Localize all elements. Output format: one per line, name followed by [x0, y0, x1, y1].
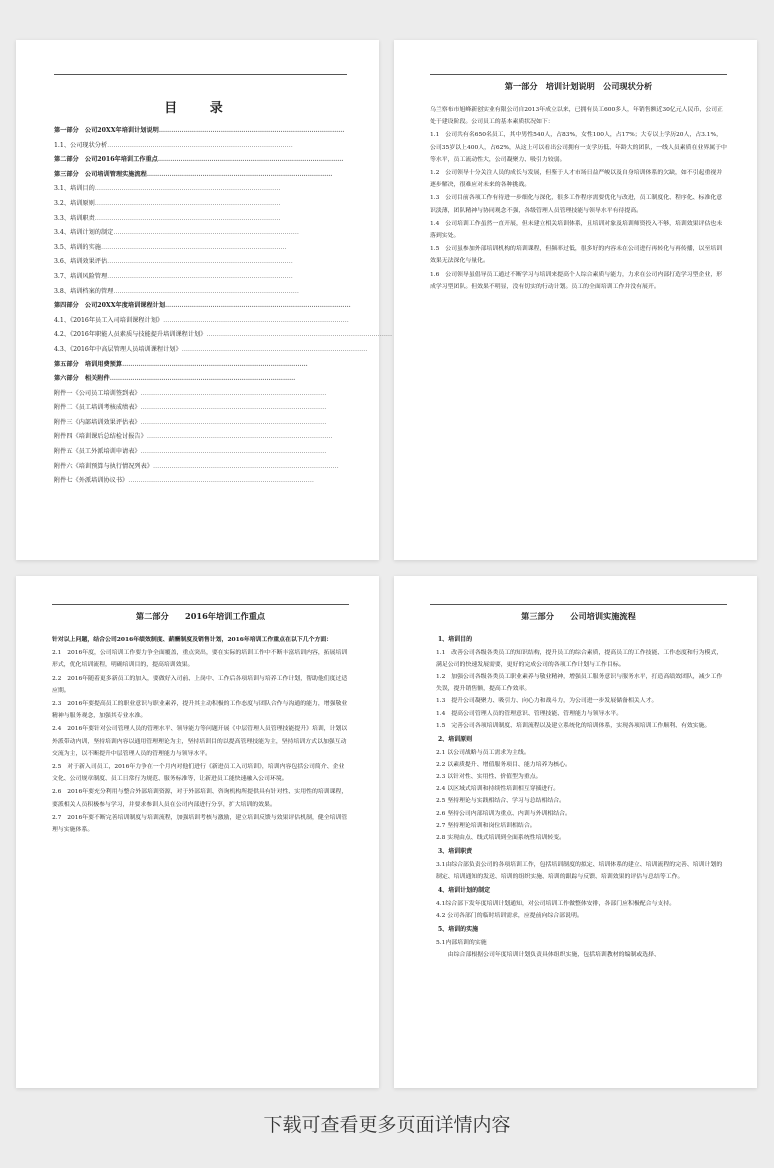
- toc-entry: [54, 299, 351, 314]
- toc-leader-dots: ………………………………………………………………………………: [140, 389, 327, 397]
- toc-leader-dots: ………………………………………………………………………………: [107, 141, 293, 149]
- section-item: 4.1综合部下发年度培训计划通知，对公司培训工作做整体安排，各部门应积极配合与支持。: [436, 900, 676, 907]
- toc-leader-dots: ………………………………………………………………………………: [122, 360, 308, 368]
- section-item: 1.1 改善公司各级各类员工的知识结构，提升员工的综合素质，提高员工的工作技能、工作态度和行为模式，满足公司的快速发展需要，更好的完成公司的各项工作计划与工作目标。: [436, 649, 723, 668]
- toc-leader-dots: ………………………………………………………………………………: [158, 127, 345, 134]
- page-heading: 第三部分 公司培训实施流程: [521, 611, 636, 621]
- section-item: 2.8 实现由点、线式培训到全面系统性培训转变。: [436, 835, 566, 842]
- top-rule: [430, 74, 727, 75]
- section-item: 2.4 以区域式培训和持续性培训相互穿插进行。: [436, 786, 560, 793]
- section-item: 2.6 坚持公司内部培训为重点、内训与外训相结合。: [436, 810, 571, 817]
- section-title: 5、培训的实施: [438, 926, 479, 934]
- page-body: [52, 647, 349, 836]
- toc-entry: [54, 124, 347, 139]
- toc-leader-dots: ………………………………………………………………………………: [113, 229, 299, 237]
- toc-leader-dots: ………………………………………………………………………………: [140, 448, 327, 456]
- paragraph: 1.2 公司领导十分关注人员的成长与发展，但鉴于人才市场日益严峻以及自身培训体系的欠缺，如不引起重视并逐步解决，很难应对未来的各种挑战。: [430, 170, 723, 189]
- toc-entry: [54, 182, 347, 197]
- top-rule: [430, 604, 727, 605]
- toc-leader-dots: ………………………………………………………………………………: [113, 287, 299, 295]
- toc-leader-dots: ………………………………………………………………………………: [153, 462, 339, 470]
- top-rule: [54, 74, 347, 75]
- toc-leader-dots: ………………………………………………………………………………: [107, 258, 293, 266]
- page-part-three: [394, 576, 757, 1088]
- toc-entry: [54, 153, 347, 168]
- paragraph: 乌兰察布市旭峰新创实业有限公司自2013年成立以来，已拥有员工600多人，年销售额近30亿元人民币，公司正处于建设阶段。公司员工的基本素质状况如下：: [430, 107, 723, 126]
- toc-entry-text: 3.6、培训效果评估: [54, 258, 108, 266]
- section-item: 1.4 提高公司管理人员的管理意识、管理技能、管理能力与领导水平。: [436, 710, 623, 717]
- toc-entry: [54, 241, 347, 256]
- toc-entry-text: 1.1、公司现状分析: [54, 141, 108, 149]
- toc-entry-text: 4.2、《2016年职能人员素质与技能提升培训课程计划》: [54, 331, 207, 339]
- top-rule: [52, 604, 349, 605]
- toc-leader-dots: ………………………………………………………………………………: [146, 170, 333, 178]
- section-title: 3、培训职责: [438, 848, 473, 856]
- paragraph: 1.4 公司培训工作虽然一直开展，但未建立相关培训体系，且培训对象及培训师资投入不够，培训效果评估也未落到实处。: [430, 220, 723, 240]
- toc-entry: [54, 212, 347, 227]
- toc-entry-text: 第六部分 相关附件: [54, 375, 110, 383]
- toc-entry: [54, 445, 347, 460]
- page-body: [430, 104, 727, 293]
- section-item: 1.3 提升公司凝聚力、吸引力、向心力和战斗力，为公司进一步发展储备相关人才。: [436, 698, 658, 705]
- toc-entry-text: 附件四《培训课后总结检讨报告》: [54, 433, 147, 441]
- toc-entry-text: 第三部分 公司培训管理实施流程: [54, 170, 147, 178]
- toc-list: [54, 124, 393, 489]
- section-title: 4、培训计划的制定: [438, 887, 491, 895]
- toc-entry-text: 第二部分 公司2016年培训工作重点: [54, 156, 158, 164]
- toc-entry-text: 附件七《外派培训协议书》: [54, 477, 129, 485]
- toc-entry-text: 附件五《员工外派培训申请表》: [54, 448, 141, 456]
- toc-entry-text: 第一部分 公司20XX年培训计划说明: [54, 127, 159, 134]
- toc-entry: [54, 460, 347, 475]
- toc-leader-dots: ………………………………………………………………………………: [157, 156, 344, 164]
- paragraph: 1.5 公司虽参加外部培训机构的培训课程，但频率过低，很多好的内容未在公司进行再转化与再传播，以至培训效果无法深化与量化。: [430, 246, 723, 265]
- page-heading: 第一部分 培训计划说明 公司现状分析: [504, 81, 653, 91]
- toc-entry-text: 附件六《培训预算与执行情况列表》: [54, 462, 153, 470]
- section-item: 1.2 加强公司各级各类员工职业素养与敬业精神，增强员工服务意识与服务水平，打造高绩效团队，减少工作失误，提升销售额，提高工作效率。: [436, 674, 723, 693]
- toc-leader-dots: ………………………………………………………………………………: [146, 433, 333, 441]
- toc-leader-dots: ………………………………………………………………………………: [140, 418, 327, 426]
- section-item: 2.3 以针对性、实用性、价值型为重点。: [436, 774, 542, 781]
- page-heading: 第二部分 2016年培训工作重点: [135, 611, 266, 621]
- section-title: 1、培训目的: [438, 636, 473, 643]
- toc-entry: [54, 285, 347, 300]
- toc-entry: [54, 270, 347, 285]
- toc-leader-dots: ………………………………………………………………………………: [165, 302, 351, 310]
- toc-leader-dots: ………………………………………………………………………………: [100, 243, 287, 251]
- paragraph: 2.6 2016年要充分利用与整合外部培训资源，对于外部培训、咨询机构所提供具有针对性、实用性的培训课程，要派相关人员积极参与学习，并要求参训人员在公司内部进行分享，扩大培训的效果。: [52, 789, 348, 808]
- toc-title: 目 录: [164, 101, 237, 116]
- toc-entry: [54, 226, 347, 241]
- paragraph: 1.3 公司目前各项工作有待进一步细化与深化，很多工作程序需要优化与改进，员工制度化、程序化、标准化意识淡薄，团队精神与协同观念不强，各级管理人员管理技能与领导水平有待提高。: [430, 195, 723, 214]
- toc-leader-dots: ………………………………………………………………………………: [94, 185, 281, 193]
- paragraph: 2.3 2016年要提高员工的职业意识与职业素养，提升其主动积极的工作态度与团队合作与沟通的能力，增强敬业精神与服务观念，加强其专业水准。: [52, 701, 348, 720]
- toc-entry-text: 4.3、《2016年中高层管理人员培训课程计划》: [54, 345, 182, 353]
- paragraph: 2.2 2016年随着更多新员工的加入，要做好入司前、上岗中、工作后各项培训与培养工作计划，帮助他们度过适应期。: [52, 675, 348, 694]
- toc-entry: [54, 372, 347, 387]
- page-part-one: [394, 40, 757, 560]
- toc-entry: [54, 474, 347, 489]
- page-toc: [16, 40, 393, 560]
- toc-entry-text: 3.3、培训职责: [54, 214, 95, 222]
- section-item: 5.1内部培训的实施: [436, 939, 487, 946]
- toc-leader-dots: ………………………………………………………………………………: [128, 477, 314, 485]
- section-item: 2.2 以素质提升、增值服务项目、能力培养为核心。: [436, 761, 571, 768]
- toc-entry-text: 3.2、培训原则: [54, 199, 95, 207]
- paragraph: 2.1 2016年度，公司培训工作要力争全面覆盖，重点突出，要在实际的培训工作中不断丰富培训内容，拓展培训形式，优化培训流程，明确培训目的，提高培训效果。: [52, 650, 348, 669]
- toc-entry-text: 3.8、培训档案的管理: [54, 287, 114, 295]
- section-item: 2.1 以公司战略与员工需求为主线。: [436, 749, 530, 756]
- toc-entry-text: 3.4、培训计划的制定: [54, 229, 114, 237]
- section-item: 由综合部根据公司年度培训计划负责具体组织实施，包括培训教材的编制或选择、: [436, 952, 660, 959]
- download-more-text[interactable]: 下载可查看更多页面详情内容: [263, 1114, 511, 1136]
- section-item: 3.1由综合部负责公司的各项培训工作，包括培训制度的拟定、培训体系的建立、培训流程的完善、培训计划的制定、培训通知的发送、培训的组织实施、培训的跟踪与反馈、培训效果的评估与总结等工作。: [436, 861, 723, 881]
- section-item: 4.2 公司各部门的临时培训需求，应提前向综合部说明。: [436, 913, 583, 920]
- toc-entry-text: 3.5、培训的实施: [54, 243, 101, 251]
- toc-entry-text: 第五部分 培训用费预算: [54, 360, 123, 368]
- toc-leader-dots: ………………………………………………………………………………: [140, 404, 327, 412]
- toc-entry: [54, 343, 368, 358]
- toc-leader-dots: ………………………………………………………………………………: [94, 214, 281, 222]
- toc-entry-text: 附件三《内部培训效果评估表》: [54, 418, 141, 426]
- toc-entry: [54, 430, 347, 445]
- section-item: 1.5 完善公司各项培训制度、培训流程以及建立系统化的培训体系，实现各项培训工作顺利、有效实施。: [436, 722, 711, 729]
- toc-entry: [54, 197, 347, 212]
- toc-leader-dots: ………………………………………………………………………………: [109, 375, 296, 383]
- section-item: 2.5 坚持理论与实践相结合、学习与总结相结合。: [436, 798, 566, 805]
- section-title: 2、培训原则: [438, 736, 473, 744]
- lead-paragraph: 针对以上问题，结合公司2016年绩效制度、薪酬制度及销售计划，2016年培训工作重点在以下几个方面：: [52, 636, 333, 643]
- toc-entry-text: 附件一《公司员工培训签到表》: [54, 389, 141, 397]
- toc-entry-text: 4.1、《2016年员工入司培训课程计划》: [54, 316, 164, 324]
- page-part-two: [16, 576, 379, 1088]
- toc-leader-dots: ………………………………………………………………………………: [94, 199, 281, 207]
- toc-entry: [54, 314, 347, 329]
- toc-entry: [54, 358, 347, 373]
- paragraph: 1.6 公司领导虽倡导员工通过不断学习与培训来提高个人综合素质与能力，力求在公司内部打造学习型企业，形成学习型团队。但效果不明显，没有切实的行动计划。员工的全面培训工作并没有展开。: [430, 271, 723, 290]
- paragraph: 2.4 2016年要针对公司管理人员的管理水平、领导能力等问题开展《中层管理人员管理技能提升》培训，计划以外派带动内训，坚持培训内容以通用管理理论为主，坚持培训目的以提高管理技能为主，坚持培训方式以加强互动交流为主，以不断提升中层管理人员的管理能力与领导水平。: [52, 726, 348, 757]
- toc-entry: [54, 401, 347, 416]
- paragraph: 2.5 对于新入司员工，2016年力争在一个月内对他们进行《新进员工入司培训》，培训内容包括公司简介、企业文化、公司规章制度、员工日常行为规范、服务标准等，让新进员工能快速融入公司环境。: [52, 764, 345, 783]
- toc-entry-text: 附件二《员工培训考核成绩表》: [54, 404, 141, 412]
- toc-leader-dots: ………………………………………………………………………………: [163, 316, 349, 324]
- toc-leader-dots: ………………………………………………………………………………: [107, 272, 293, 280]
- toc-entry-text: 3.7、培训风险管理: [54, 272, 108, 280]
- toc-entry: [54, 139, 347, 154]
- toc-entry-text: 3.1、培训目的: [54, 185, 95, 193]
- toc-entry: [54, 255, 347, 270]
- toc-leader-dots: ………………………………………………………………………………: [181, 345, 368, 353]
- page-body: [430, 634, 727, 961]
- toc-entry: [54, 328, 393, 343]
- section-item: 2.7 坚持理论培训和岗位培训相结合。: [436, 822, 536, 829]
- paragraph: 1.1 公司共有名650名员工，其中男性540人，占83%，女性100人，占17%；大专以上学历20人，占3.1%，公司35岁以上400人，占62%，从这上可以看出公司拥有一支学历低、年龄大的团队，一线人员素质在业界属于中等水平，员工流动性大，公司凝聚力、吸引力较弱。: [430, 132, 727, 163]
- paragraph: 2.7 2016年要不断完善培训制度与培训流程，加强培训考核与激励，建立培训反馈与效果评估机制，健全培训管理与实施体系。: [52, 814, 348, 834]
- toc-entry: [54, 416, 347, 431]
- toc-entry: [54, 168, 347, 183]
- toc-leader-dots: ………………………………………………………………………………: [206, 331, 393, 339]
- toc-entry: [54, 387, 347, 402]
- toc-entry-text: 第四部分 公司20XX年度培训课程计划: [54, 302, 166, 310]
